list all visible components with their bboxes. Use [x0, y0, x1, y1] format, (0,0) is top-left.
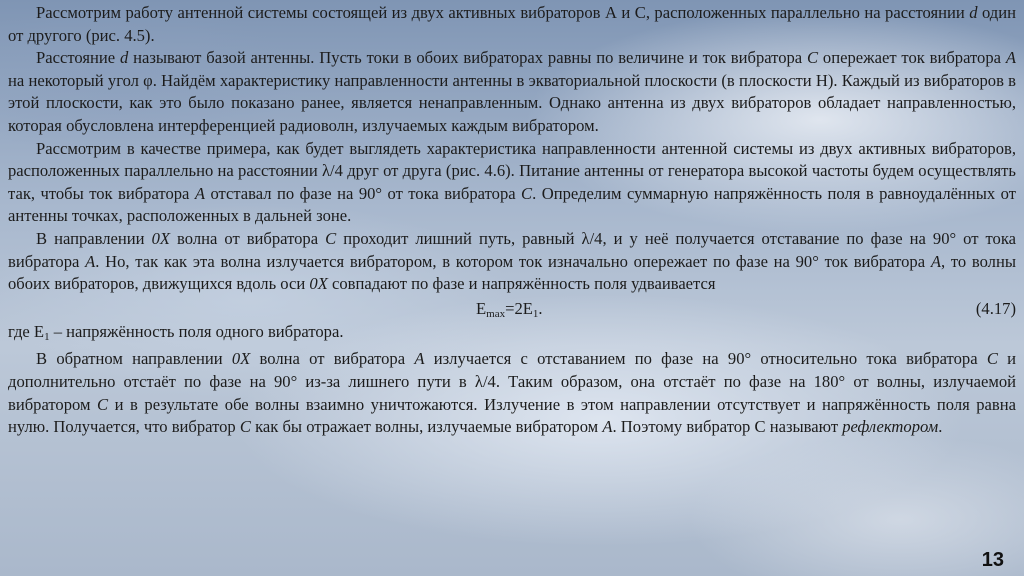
- variable-0x: 0X: [231, 349, 251, 369]
- variable-a: А: [930, 251, 941, 271]
- variable-d: d: [969, 3, 978, 22]
- text: Рассмотрим работу антенной системы состоящей из двух активных вибраторов А и С, расположенных параллельно на расстоянии: [36, 3, 970, 22]
- paragraph-intro: [8, 2, 1016, 47]
- term-reflector: рефлектором: [842, 417, 939, 437]
- variable-c: С: [239, 417, 251, 437]
- variable-0x: 0X: [151, 228, 171, 248]
- paragraph-reverse-direction: [8, 348, 1016, 438]
- paragraph-base: [8, 47, 1016, 137]
- page-number: 13: [981, 549, 1004, 571]
- formula-operator: =2E: [505, 298, 533, 318]
- text: волна от вибратора: [250, 349, 415, 369]
- variable-d: d: [119, 48, 129, 68]
- text: волна от вибратора: [170, 228, 326, 248]
- text: как бы отражает волны, излучаемые вибратором: [250, 417, 603, 437]
- variable-a: А: [414, 349, 425, 369]
- text: Расстояние: [36, 48, 120, 68]
- text: отставал по фазе на 90° от тока вибратора: [205, 183, 522, 203]
- text: проходит лишний путь, равный λ/4, и у неё получается отставание по фазе на 90° от тока вибратора: [8, 228, 1016, 271]
- subscript: 1: [44, 330, 50, 343]
- variable-c: С: [521, 183, 533, 203]
- text: излучается с отставанием по фазе на 90° относительно тока вибратора: [424, 349, 987, 369]
- variable-c: С: [97, 394, 109, 414]
- text: В обратном направлении: [36, 349, 232, 369]
- text: В направлении: [36, 228, 152, 248]
- text: на некоторый угол φ. Найдём характеристику направленности антенны в экваториальной плоскости (в плоскости Н). Каждый из вибраторов в этой плоскости, как это было показано ранее, является ненаправленным. Однако антенна из двух вибраторов обладает направленностью, которая обусловлена интерференцией радиоволн, излучаемых каждым вибратором.: [8, 70, 1016, 135]
- text: где E: [8, 321, 45, 341]
- formula-subscript: 1: [532, 307, 539, 320]
- text: .: [938, 417, 943, 437]
- text: – напряжённость поля одного вибратора.: [49, 321, 344, 341]
- variable-a: А: [85, 251, 96, 271]
- text: и дополнительно отстаёт по фазе на 90° из-за лишнего пути в λ/4. Таким образом, она отстаёт по фазе на 180° от волны, излучаемой вибратором: [8, 349, 1017, 414]
- text: и в результате обе волны взаимно уничтожаются. Излучение в этом направлении отсутствует и напряжённость поля равна нулю. Получается, что вибратор: [8, 394, 1017, 437]
- text: Рассмотрим в качестве примера, как будет выглядеть характеристика направленности антенной системы из двух активных вибраторов, расположенных параллельно на расстоянии λ/4 друг от друга (рис. 4.6). Питание антенны от генератора высокой частоты будем осуществлять так, чтобы ток вибратора: [8, 138, 1016, 203]
- text: , то волны обоих вибраторов, движущихся вдоль оси: [8, 251, 1016, 294]
- paragraph-direction-0x: [8, 228, 1016, 296]
- equation-number: (4.17): [975, 298, 1016, 318]
- variable-c: С: [325, 228, 337, 248]
- variable-0x: 0X: [309, 274, 328, 294]
- formula-emax: [476, 296, 543, 327]
- text: называют базой антенны. Пусть токи в обоих вибраторах равны по величине и ток вибратора: [128, 48, 808, 68]
- text: совпадают по фазе и напряжённость поля удваивается: [327, 274, 716, 294]
- variable-a: А: [1005, 48, 1016, 68]
- text: один от другого (рис. 4.5).: [8, 3, 1017, 45]
- text: . Поэтому вибратор С называют: [612, 417, 843, 437]
- variable-a: А: [602, 417, 613, 437]
- formula-line: [8, 296, 1016, 321]
- formula-symbol: E: [476, 298, 487, 318]
- formula-subscript: max: [486, 307, 506, 320]
- formula-end: .: [538, 298, 543, 318]
- slide-body: [8, 2, 1016, 439]
- variable-a: А: [194, 183, 205, 203]
- text: . Но, так как эта волна излучается вибратором, в котором ток изначально опережает по фазе на 90° ток вибратора: [95, 251, 931, 271]
- paragraph-example: [8, 138, 1016, 228]
- variable-c: С: [986, 349, 998, 369]
- text: опережает ток вибратора: [818, 48, 1006, 68]
- variable-c: С: [807, 48, 819, 68]
- text: . Определим суммарную напряжённость поля в равноудалённых от антенны точках, расположенных в дальней зоне.: [8, 183, 1016, 226]
